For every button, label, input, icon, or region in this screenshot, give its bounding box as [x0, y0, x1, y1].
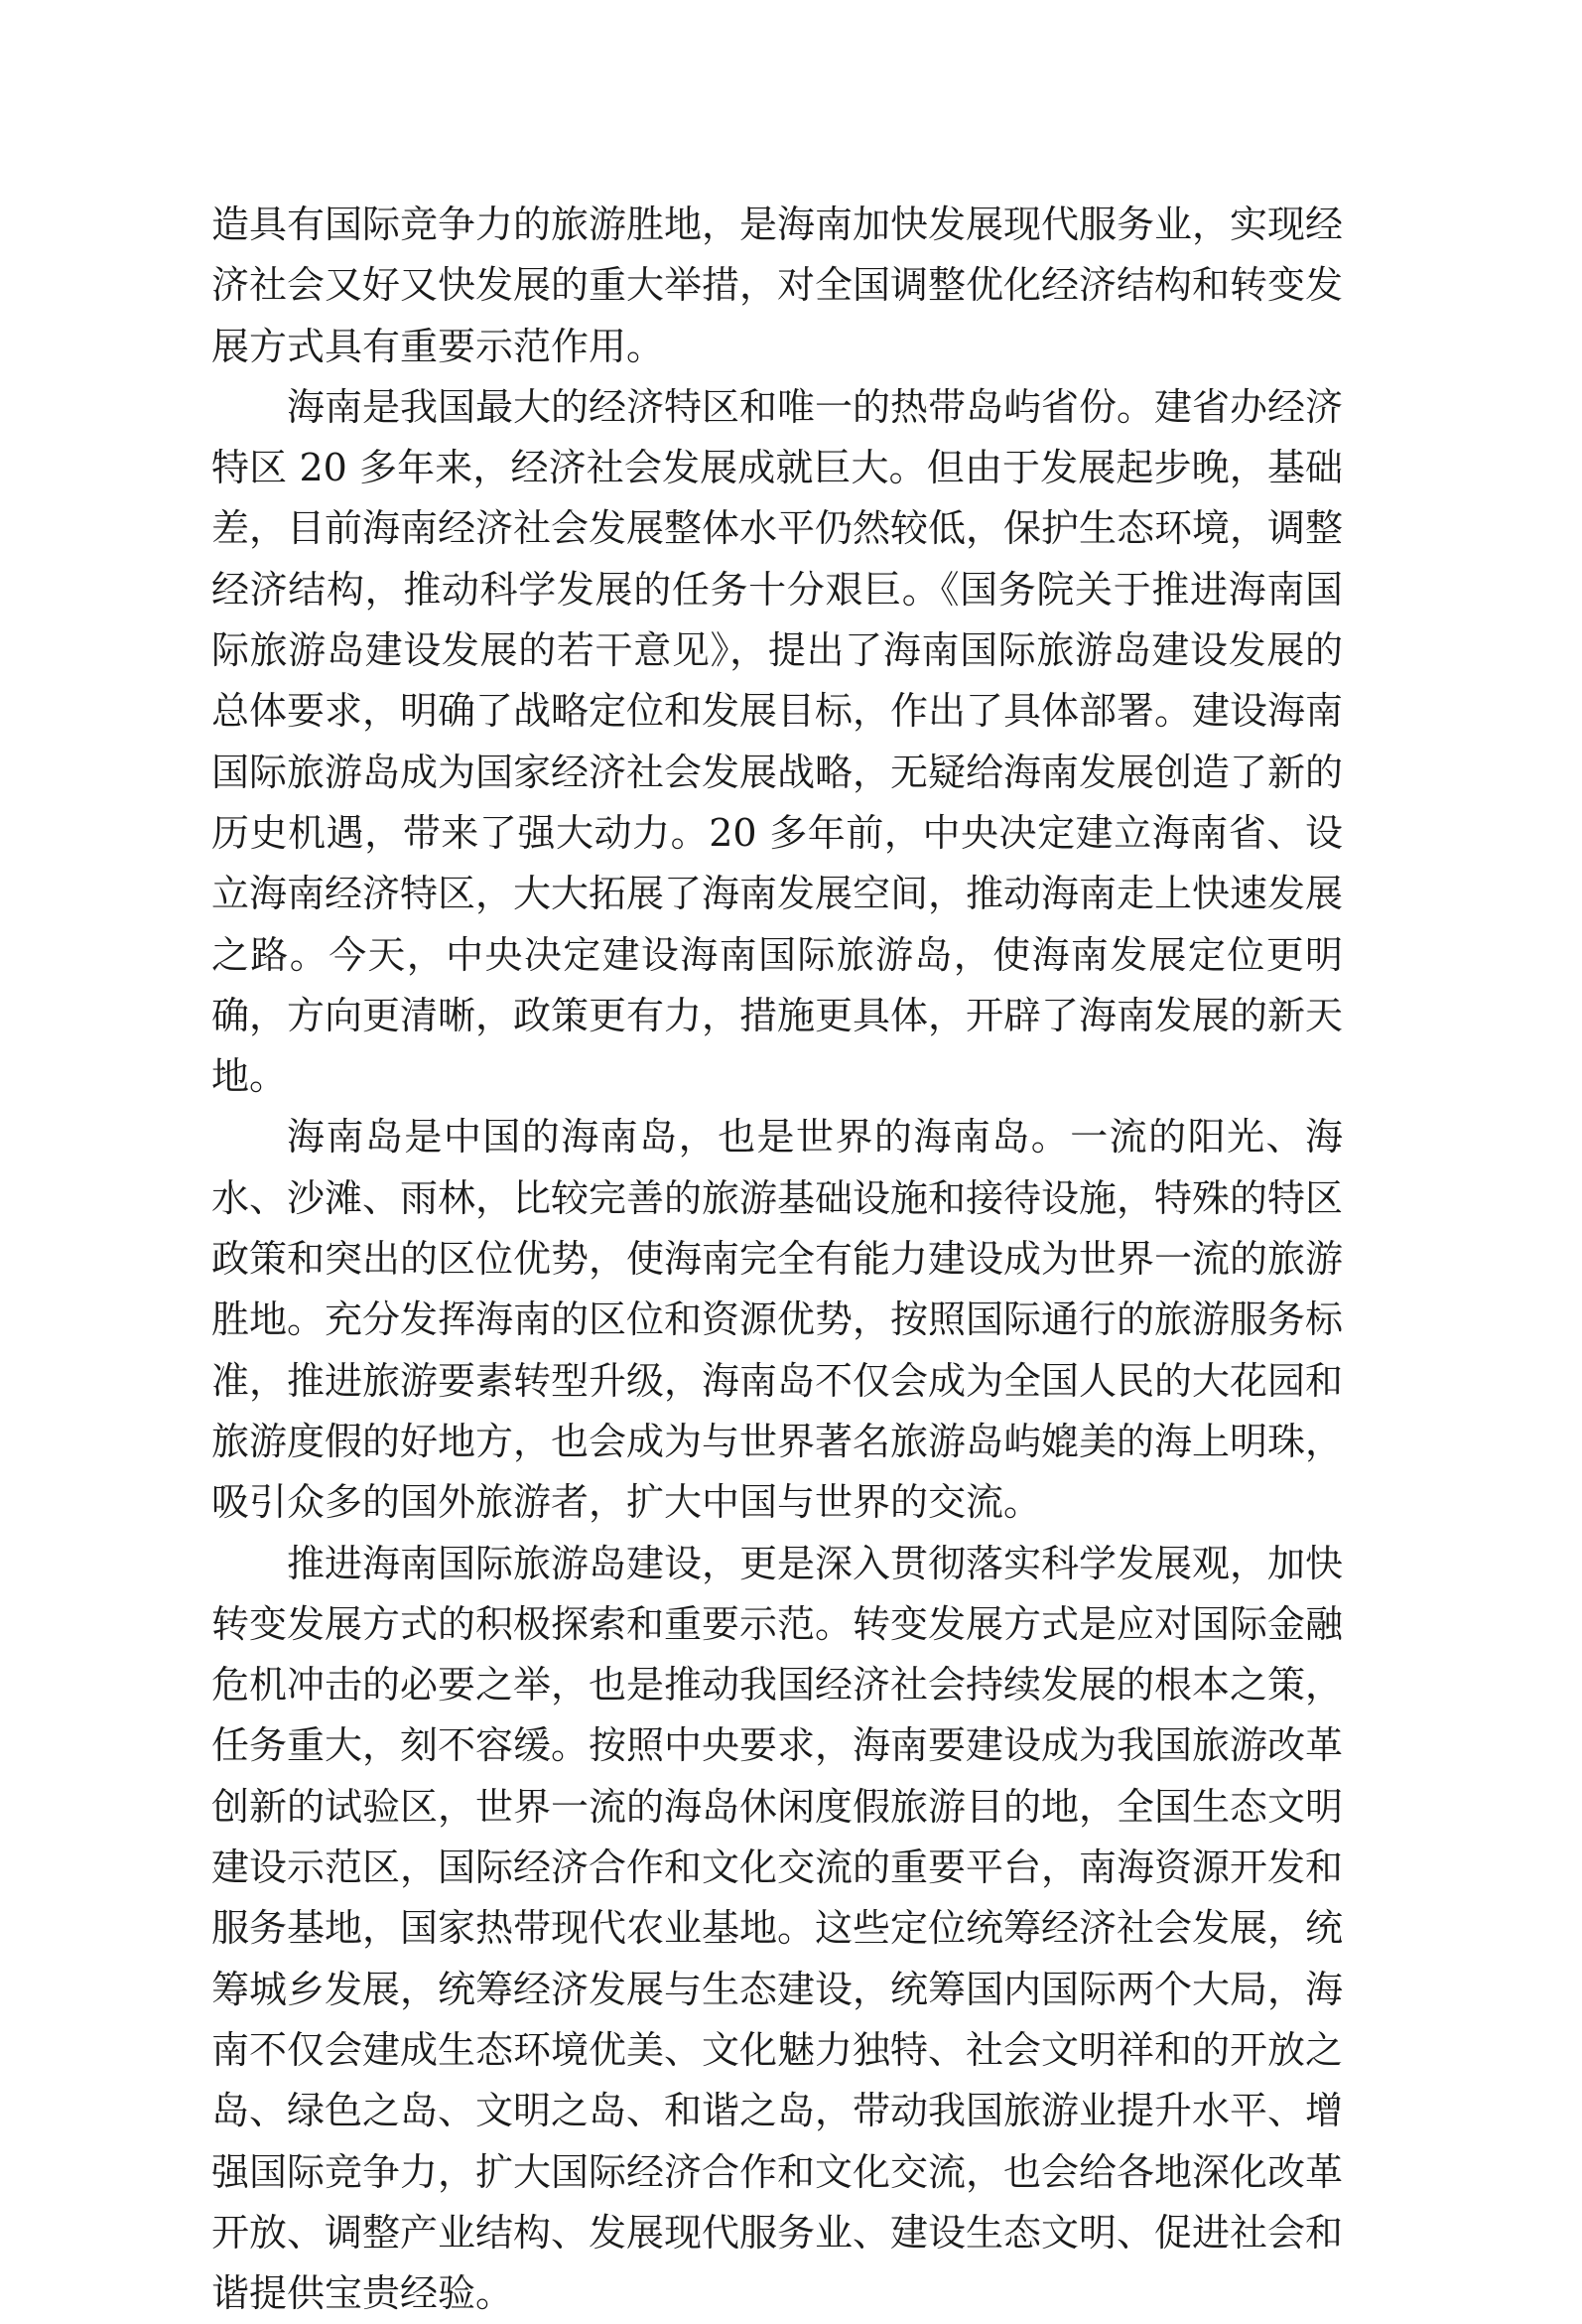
paragraph-3: 海南岛是中国的海南岛，也是世界的海南岛。一流的阳光、海水、沙滩、雨林，比较完善的旅游基础设施和接待设施，特殊的特区政策和突出的区位优势，使海南完全有能力建设成为世界一流的旅游胜地。充分发挥海南的区位和资源优势，按照国际通行的旅游服务标准，推进旅游要素转型升级，海南岛不仅会成为全国人民的大花园和旅游度假的好地方，也会成为与世界著名旅游岛屿媲美的海上明珠，吸引众多的国外旅游者，扩大中国与世界的交流。	[211, 1115, 1344, 1525]
paragraph-1: 造具有国际竞争力的旅游胜地，是海南加快发展现代服务业，实现经济社会又好又快发展的重大举措，对全国调整优化经济结构和转变发展方式具有重要示范作用。	[211, 203, 1344, 368]
paragraph-2: 海南是我国最大的经济特区和唯一的热带岛屿省份。建省办经济特区 20 多年来，经济社会发展成就巨大。但由于发展起步晚，基础差，目前海南经济社会发展整体水平仍然较低，保护生态环境，调整经济结构，推动科学发展的任务十分艰巨。《国务院关于推进海南国际旅游岛建设发展的若干意见》，提出了海南国际旅游岛建设发展的总体要求，明确了战略定位和发展目标，作出了具体部署。建设海南国际旅游岛成为国家经济社会发展战略，无疑给海南发展创造了新的历史机遇，带来了强大动力。20 多年前，中央决定建立海南省、设立海南经济特区，大大拓展了海南发展空间，推动海南走上快速发展之路。今天，中央决定建设海南国际旅游岛，使海南发展定位更明确，方向更清晰，政策更有力，措施更具体，开辟了海南发展的新天地。	[211, 384, 1344, 1099]
paragraph-4: 推进海南国际旅游岛建设，更是深入贯彻落实科学发展观，加快转变发展方式的积极探索和重要示范。转变发展方式是应对国际金融危机冲击的必要之举，也是推动我国经济社会持续发展的根本之策，任务重大，刻不容缓。按照中央要求，海南要建设成为我国旅游改革创新的试验区，世界一流的海岛休闲度假旅游目的地，全国生态文明建设示范区，国际经济合作和文化交流的重要平台，南海资源开发和服务基地，国家热带现代农业基地。这些定位统筹经济社会发展，统筹城乡发展，统筹经济发展与生态建设，统筹国内国际两个大局，海南不仅会建成生态环境优美、文化魅力独特、社会文明祥和的开放之岛、绿色之岛、文明之岛、和谐之岛，带动我国旅游业提升水平、增强国际竞争力，扩大国际经济合作和文化交流，也会给各地深化改革开放、调整产业结构、发展现代服务业、建设生态文明、促进社会和谐提供宝贵经验。	[211, 1541, 1344, 2316]
document-body	[211, 195, 1343, 2324]
